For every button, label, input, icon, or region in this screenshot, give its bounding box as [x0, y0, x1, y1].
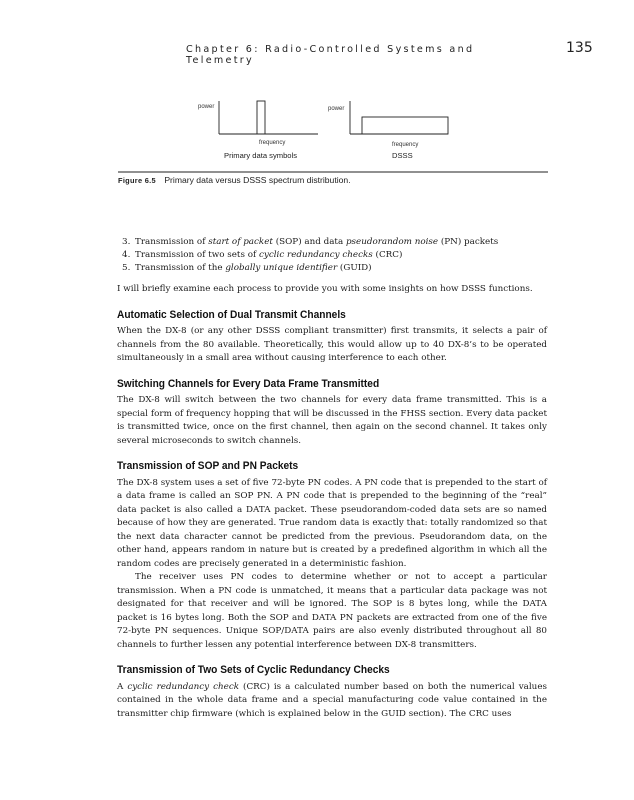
page-number: 135 — [566, 40, 593, 56]
right-x-label: frequency — [392, 142, 419, 148]
running-head: Chapter 6: Radio-Controlled Systems and Telemetry — [186, 44, 475, 66]
paragraph: The DX-8 will switch between the two channels for every data frame transmitted. This is a special form of frequency hopping that will be discussed in the FHSS section. Every data packet is transmitted twice, once on the first channel, then again on the second channel. It takes only several microseconds to switch channels. — [117, 395, 547, 446]
caption-label: Figure 6.5 — [118, 176, 156, 185]
figure-6-5 — [118, 86, 548, 186]
paragraph: A cyclic redundancy check (CRC) is a calculated number based on both the numerical values contained in the whole data frame and a special manufacturing code value contained in the transmitter chip firmware (which is explained below in the GUID section). The CRC uses — [117, 681, 547, 719]
caption-text: Primary data versus DSSS spectrum distribution. — [164, 175, 351, 185]
paragraph: The DX-8 system uses a set of five 72-byte PN codes. A PN code that is prepended to the start of a data frame is called an SOP PN. A PN code that is prepended to the beginning of the “real” data packet is also called a DATA packet. These pseudorandom-coded data sets are so named because of how they are generated. True random data is exactly that: totally randomized so that the next data character cannot be predicted from the previous. Pseudorandom data, on the other hand, appears random in nature but is created by a predefined algorithm in which all the random codes are precisely generated in a deterministic fashion. — [117, 477, 547, 569]
section-heading: Automatic Selection of Dual Transmit Channels — [117, 308, 346, 321]
primary-data-spike — [257, 101, 265, 134]
section-heading: Transmission of SOP and PN Packets — [117, 460, 299, 472]
figure-caption — [118, 175, 351, 185]
list-item: 3. Transmission of start of packet (SOP) and data pseudorandom noise (PN) packets — [122, 237, 499, 247]
section-heading: Transmission of Two Sets of Cyclic Redundancy Checks — [117, 664, 390, 676]
process-list — [117, 236, 547, 275]
body-text — [117, 236, 547, 721]
left-x-label: frequency — [259, 140, 286, 146]
list-item: 4. Transmission of two sets of cyclic redundancy checks (CRC) — [122, 250, 403, 260]
right-panel-title: DSSS — [392, 151, 413, 160]
intro-paragraph: I will briefly examine each process to provide you with some insights on how DSSS functions. — [117, 284, 533, 294]
paragraph: The receiver uses PN codes to determine whether or not to accept a particular transmission. When a PN code is unmatched, it means that a particular data package was not designated for that receiver and will be ignored. The SOP is 8 bytes long, while the DATA packet is 16 bytes long. Both the SOP and DATA PN packets are extracted from one of the five 72-byte PN sequences. Unique SOP/DATA pairs are also evenly distributed throughout all 80 channels to further lessen any potential interference between DX-8 transmitters. — [117, 572, 547, 650]
section-heading: Switching Channels for Every Data Frame Transmitted — [117, 377, 380, 390]
spectrum-diagram — [118, 86, 548, 186]
list-item: 5. Transmission of the globally unique identifier (GUID) — [122, 263, 372, 273]
paragraph: When the DX-8 (or any other DSSS compliant transmitter) first transmits, it selects a pair of channels from the 80 available. Theoretically, this would allow up to 40 DX-8’s to be operated simultaneously in a small area without causing interference to each other. — [117, 326, 547, 363]
dsss-spread-block — [362, 117, 448, 134]
left-y-label: power — [198, 104, 215, 110]
right-y-label: power — [328, 106, 345, 112]
left-panel-title: Primary data symbols — [224, 151, 298, 160]
